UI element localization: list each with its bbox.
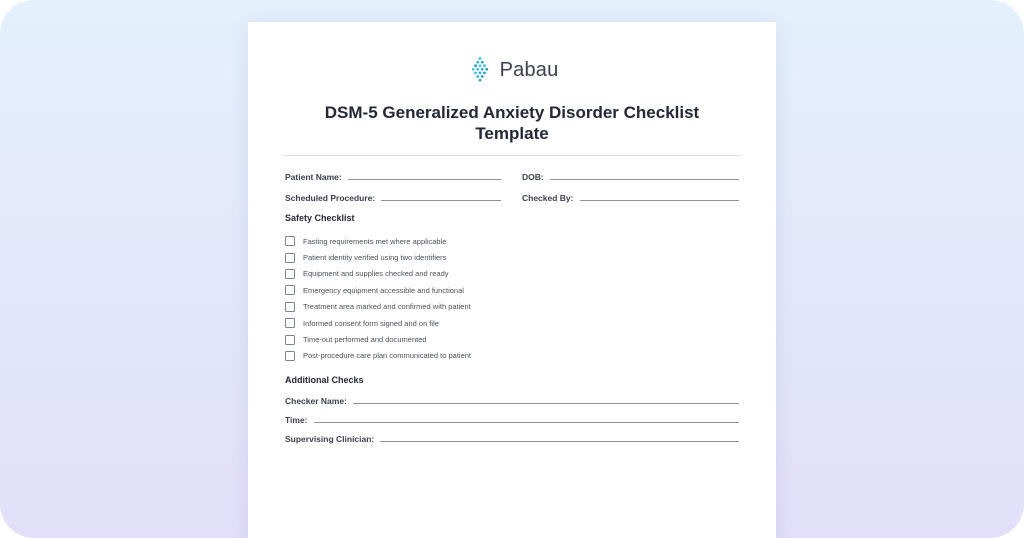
checkbox[interactable] <box>285 318 295 328</box>
dob-label: DOB: <box>522 172 544 182</box>
checkbox[interactable] <box>285 253 295 263</box>
document-title: DSM-5 Generalized Anxiety Disorder Checklist Template <box>324 103 700 143</box>
patient-name-label: Patient Name: <box>285 172 342 182</box>
diamond-dots-icon <box>466 56 494 84</box>
scheduled-procedure-line[interactable] <box>381 200 501 201</box>
checklist-document <box>248 22 776 538</box>
safety-checklist <box>285 233 685 364</box>
checklist-item[interactable] <box>285 315 685 331</box>
checkbox[interactable] <box>285 269 295 279</box>
time-field[interactable] <box>285 413 739 425</box>
checklist-item[interactable] <box>285 331 685 347</box>
additional-checks-heading: Additional Checks <box>285 375 364 385</box>
time-line[interactable] <box>314 422 739 423</box>
supervising-clinician-label: Supervising Clinician: <box>285 434 375 444</box>
checked-by-label: Checked By: <box>522 193 574 203</box>
scheduled-procedure-field[interactable] <box>285 191 501 203</box>
checklist-item-label: Time-out performed and documented <box>303 335 427 345</box>
checker-name-line[interactable] <box>353 403 739 404</box>
checklist-item-label: Equipment and supplies checked and ready <box>303 269 449 279</box>
checked-by-line[interactable] <box>580 200 740 201</box>
checkbox[interactable] <box>285 285 295 295</box>
time-label: Time: <box>285 415 308 425</box>
checkbox[interactable] <box>285 302 295 312</box>
dob-field[interactable] <box>522 170 739 182</box>
checkbox[interactable] <box>285 236 295 246</box>
checklist-item[interactable] <box>285 266 685 282</box>
checked-by-field[interactable] <box>522 191 739 203</box>
checklist-item-label: Patient identity verified using two identifiers <box>303 253 447 263</box>
checker-name-field[interactable] <box>285 394 739 406</box>
checklist-item-label: Informed consent form signed and on file <box>303 318 439 328</box>
checklist-item-label: Post-procedure care plan communicated to patient <box>303 351 472 361</box>
checkbox[interactable] <box>285 351 295 361</box>
checklist-item[interactable] <box>285 299 685 315</box>
checklist-item-label: Fasting requirements met where applicable <box>303 236 447 246</box>
title-divider <box>285 155 739 156</box>
dob-line[interactable] <box>550 179 739 180</box>
checklist-item[interactable] <box>285 282 685 298</box>
checklist-item[interactable] <box>285 249 685 265</box>
safety-checklist-heading: Safety Checklist <box>285 213 355 223</box>
checklist-item-label: Treatment area marked and confirmed with patient <box>303 302 471 312</box>
supervising-clinician-field[interactable] <box>285 432 739 444</box>
patient-name-field[interactable] <box>285 170 501 182</box>
scheduled-procedure-label: Scheduled Procedure: <box>285 193 376 203</box>
brand-logo <box>248 56 776 84</box>
brand-name: Pabau <box>499 58 559 81</box>
checklist-item-label: Emergency equipment accessible and functional <box>303 285 464 295</box>
checklist-item[interactable] <box>285 233 685 249</box>
checklist-item[interactable] <box>285 348 685 364</box>
supervising-clinician-line[interactable] <box>380 441 739 442</box>
checker-name-label: Checker Name: <box>285 396 347 406</box>
patient-name-line[interactable] <box>348 179 501 180</box>
checkbox[interactable] <box>285 335 295 345</box>
